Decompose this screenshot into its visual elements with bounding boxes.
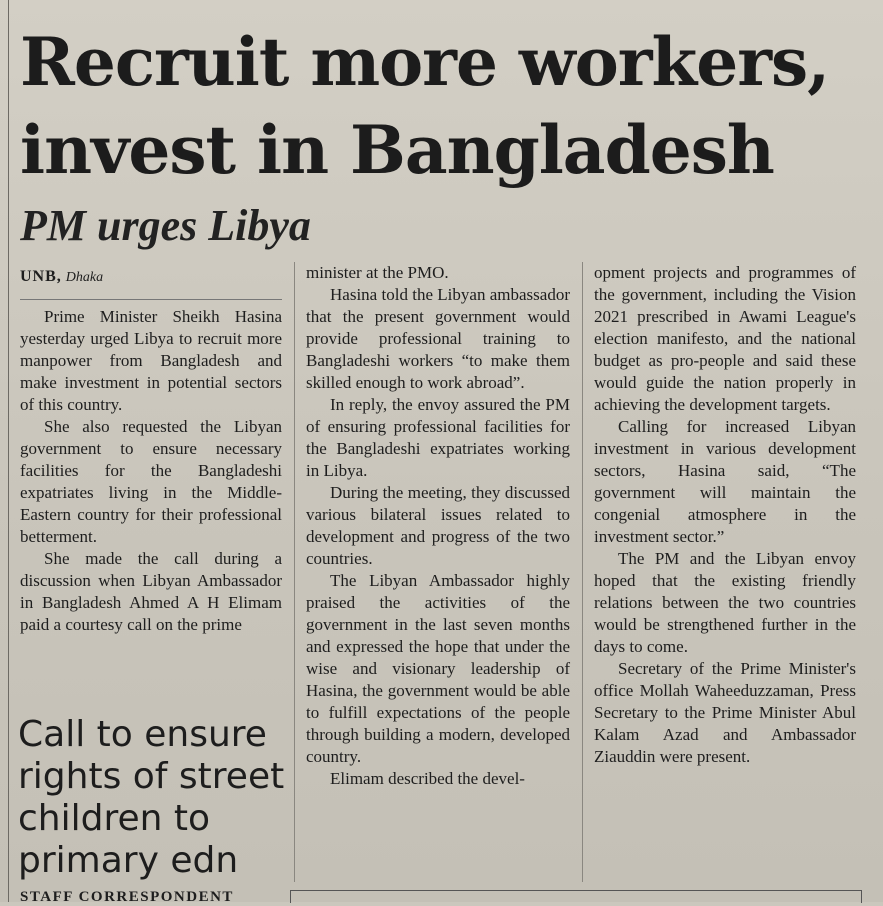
article-column-2 (306, 262, 570, 790)
paragraph: Secretary of the Prime Minister's office Mollah Waheeduzzaman, Press Secretary to the Prime Minister Abul Kalam Azad and Ambassador Ziauddin were present. (594, 659, 856, 766)
second-article-byline: STAFF CORRESPONDENT (20, 889, 234, 905)
byline (20, 266, 282, 300)
column-rule-left (8, 0, 9, 902)
byline-agency: UNB, (20, 268, 62, 285)
column-rule (582, 262, 583, 882)
paragraph: The Libyan Ambassador highly praised the activities of the government in the last seven months and expressed the hope that under the wise and visionary leadership of Hasina, the government would be able to fulfill expectations of the people through building a modern, developed country. (306, 571, 570, 766)
headline: Recruit more workers, invest in Bangladesh (20, 23, 830, 189)
paragraph: She also requested the Libyan government to ensure necessary facilities for the Bangladeshi expatriates living in the Middle-Eastern country for their professional betterment. (20, 417, 282, 546)
adjacent-box-border (290, 890, 862, 903)
paragraph-continued: minister at the PMO. (306, 263, 449, 282)
article-column-1 (20, 306, 282, 636)
column-rule (294, 262, 295, 882)
paragraph: Calling for increased Libyan investment in various development sectors, Hasina said, “The government will maintain the congenial atmosphere in the investment sector.” (594, 417, 856, 546)
second-article-headline: Call to ensure rights of street children to primary edn (18, 714, 285, 881)
paragraph: During the meeting, they discussed various bilateral issues related to development and progress of the two countries. (306, 483, 570, 568)
byline-city: Dhaka (65, 270, 104, 285)
paragraph: In reply, the envoy assured the PM of ensuring professional facilities for the Bangladeshi expatriates working in Libya. (306, 395, 570, 480)
paragraph: She made the call during a discussion when Libyan Ambassador in Bangladesh Ahmed A H Elimam paid a courtesy call on the prime (20, 549, 282, 634)
paragraph: The PM and the Libyan envoy hoped that the existing friendly relations between the two countries would be strengthened further in the days to come. (594, 549, 856, 656)
paragraph: Prime Minister Sheikh Hasina yesterday urged Libya to recruit more manpower from Bangladesh and make investment in potential sectors of this country. (20, 307, 282, 414)
subheadline: PM urges Libya (20, 201, 311, 250)
paragraph: Hasina told the Libyan ambassador that the present government would provide professional training to Bangladeshi workers “to make them skilled enough to work abroad”. (306, 285, 570, 392)
paragraph: Elimam described the devel- (330, 769, 525, 788)
article-column-3 (594, 262, 856, 768)
paragraph-continued: opment projects and programmes of the government, including the Vision 2021 prescribed in Awami League's election manifesto, and the national budget as pro-people and said these would guide the nation properly in achieving the development targets. (594, 263, 856, 414)
